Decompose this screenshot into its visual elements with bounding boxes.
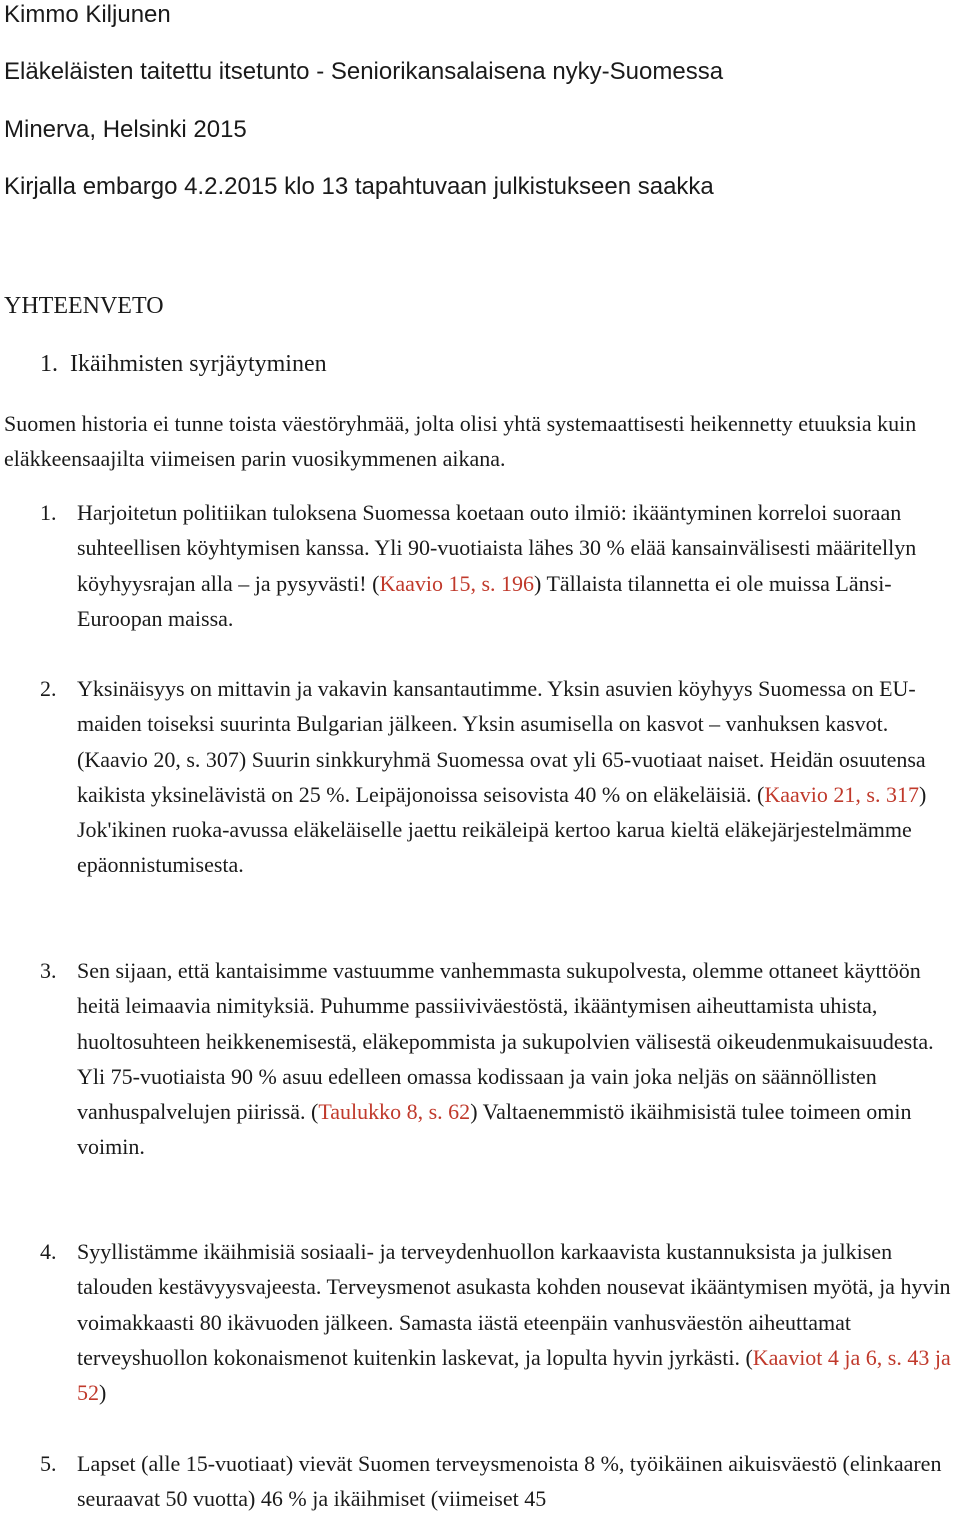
figure-reference: Kaavio 15, s. 196 — [379, 570, 535, 596]
list-item-number: 3. — [40, 958, 57, 983]
list-item — [40, 1446, 960, 1517]
list-item-number: 5. — [40, 1451, 57, 1476]
publisher-line: Minerva, Helsinki 2015 — [4, 116, 247, 143]
list-item — [40, 671, 960, 883]
intro-paragraph: Suomen historia ei tunne toista väestöryhmää, jolta olisi yhtä systemaattisesti heikennetty etuuksia kuin eläkkeensaajilta viimeisen parin vuosikymmenen aikana. — [4, 411, 917, 471]
section-heading-text: Ikäihmisten syrjäytyminen — [70, 351, 327, 377]
table-reference: Taulukko 8, s. 62 — [318, 1099, 471, 1125]
section-heading — [40, 349, 327, 379]
figure-reference: Kaaviot 4 ja 6, s. 43 ja 52 — [77, 1344, 951, 1406]
summary-label: YHTEENVETO — [4, 293, 164, 319]
list-item-number: 4. — [40, 1239, 57, 1264]
section-heading-number: 1. — [40, 351, 58, 377]
author-line: Kimmo Kiljunen — [4, 1, 171, 28]
list-item-number: 2. — [40, 676, 57, 701]
book-title-line: Eläkeläisten taitettu itsetunto - Seniorikansalaisena nyky-Suomessa — [4, 58, 724, 85]
list-item-text: Syyllistämme ikäihmisiä sosiaali- ja terveydenhuollon karkaavista kustannuksista ja julkisen talouden kestävyysvajeesta. Terveysmenot asukasta kohden nousevat ikääntymisen myötä, ja hyvin voimakkaasti 80 ikävuoden jälkeen. Samasta iästä eteenpäin vanhusväestön aiheuttamat terveyshuollon kokonaismenot kuitenkin laskevat, ja lopulta hyvin jyrkästi. (Kaaviot 4 ja 6, s. 43 ja 52) — [77, 1239, 951, 1406]
list-item-text: Yksinäisyys on mittavin ja vakavin kansantautimme. Yksin asuvien köyhyys Suomessa on EU-maiden toiseksi suurinta Bulgarian jälkeen. Yksin asumisella on kasvot – vanhuksen kasvot. (Kaavio 20, s. 307) Suurin sinkkuryhmä Suomessa ovat yli 65-vuotiaat naiset. Heidän osuutensa kaikista yksinelävistä on 25 %. Leipäjonoissa seisovista 40 % on eläkeläisiä. (Kaavio 21, s. 317) Jok'ikinen ruoka-avussa eläkeläiselle jaettu reikäleipä kertoo karua kieltä eläkejärjestelmämme epäonnistumisesta. — [77, 676, 927, 878]
figure-reference: Kaavio 21, s. 317 — [764, 781, 919, 807]
list-item — [40, 495, 960, 636]
list-item-text: Sen sijaan, että kantaisimme vastuumme vanhemmasta sukupolvesta, olemme ottaneet käyttöön heitä leimaavia nimityksiä. Puhumme passiiviväestöstä, ikääntymisen aiheuttamista uhista, huoltosuhteen heikkenemisestä, eläkepommista ja sukupolvien välisestä oikeudenmukaisuudesta. Yli 75-vuotiaista 90 % asuu edelleen omassa kodissaan ja vain joka neljäs on säännöllisten vanhuspalvelujen piirissä. (Taulukko 8, s. 62) Valtaenemmistö ikäihmisistä tulee toimeen omin voimin. — [77, 958, 934, 1160]
list-item-number: 1. — [40, 500, 57, 525]
list-item — [40, 953, 960, 1165]
list-item-text: Harjoitetun politiikan tuloksena Suomessa koetaan outo ilmiö: ikääntyminen korreloi suoraan suhteellisen köyhtymisen kanssa. Yli 90-vuotiaista lähes 30 % elää kansainvälisesti määritellyn köyhyysrajan alla – ja pysyvästi! (Kaavio 15, s. 196) Tällaista tilannetta ei ole muissa Länsi-Euroopan maissa. — [77, 500, 917, 631]
list-item-text: Lapset (alle 15-vuotiaat) vievät Suomen terveysmenoista 8 %, työikäinen aikuisväestö (elinkaaren seuraavat 50 vuotta) 46 % ja ikäihmiset (viimeiset 45 — [77, 1451, 942, 1512]
embargo-line: Kirjalla embargo 4.2.2015 klo 13 tapahtuvaan julkistukseen saakka — [4, 173, 714, 200]
list-item — [40, 1234, 960, 1410]
